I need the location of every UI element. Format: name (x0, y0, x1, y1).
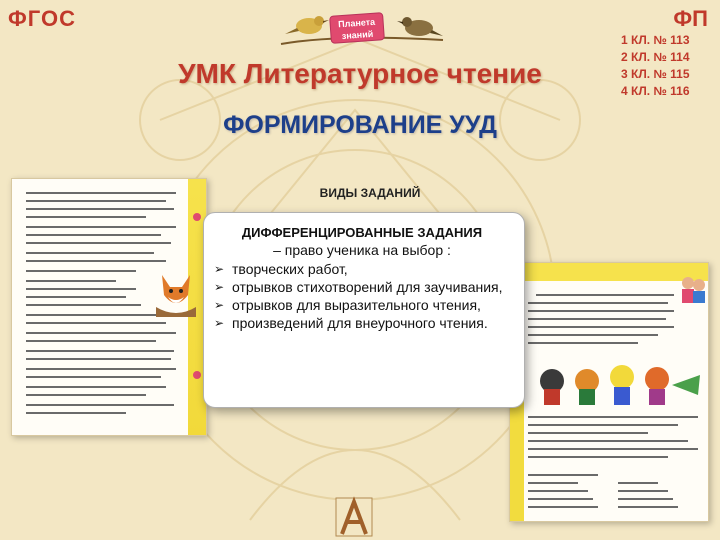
list-item-text: отрывков стихотворений для заучивания, (232, 279, 503, 295)
illegible-dictionary-block (528, 471, 704, 511)
box-subtitle: – право ученика на выбор : (273, 242, 451, 258)
list-item-text: отрывков для выразительного чтения, (232, 297, 481, 313)
grade-item: 3 КЛ. № 115 (621, 67, 690, 81)
textbook-page-left (11, 178, 207, 436)
list-item (214, 278, 510, 296)
illegible-questions-block (528, 413, 704, 465)
arrow-bullet-icon: ➢ (214, 298, 225, 312)
textbook-page-right (509, 262, 709, 522)
differentiated-tasks-box (203, 212, 525, 408)
fp-badge: ФП (673, 6, 708, 31)
decor-icon (191, 211, 203, 223)
bird-icon-right (397, 17, 443, 36)
grade-item: 1 КЛ. № 113 (621, 33, 690, 47)
box-title: ДИФФЕРЕНЦИРОВАННЫЕ ЗАДАНИЯ (241, 225, 483, 240)
decor-icon (191, 369, 203, 381)
children-illustration (678, 273, 708, 305)
list-item (214, 296, 510, 314)
list-item-text: произведений для внеурочного чтения. (232, 315, 488, 331)
arrow-bullet-icon: ➢ (214, 316, 225, 330)
bird-icon-left (285, 16, 329, 34)
letter-a-emblem (334, 496, 374, 538)
illegible-text-block (528, 291, 674, 351)
task-types-heading: ВИДЫ ЗАДАНИЙ (319, 186, 421, 200)
list-item (214, 314, 510, 332)
grade-item: 2 КЛ. № 114 (621, 50, 690, 64)
page-title: УМК Литературное чтение (178, 58, 542, 89)
fairy-tale-characters-illustration (532, 355, 702, 407)
task-list (214, 260, 510, 332)
list-item-text: творческих работ, (232, 261, 348, 277)
arrow-bullet-icon: ➢ (214, 262, 225, 276)
grade-item: 4 КЛ. № 116 (621, 84, 690, 98)
list-item (214, 260, 510, 278)
fgos-badge: ФГОС (8, 6, 76, 31)
arrow-bullet-icon: ➢ (214, 280, 225, 294)
logo-label: Планета знаний (329, 12, 385, 44)
page-subtitle: ФОРМИРОВАНИЕ УУД (223, 111, 497, 139)
fox-illustration (152, 267, 200, 317)
